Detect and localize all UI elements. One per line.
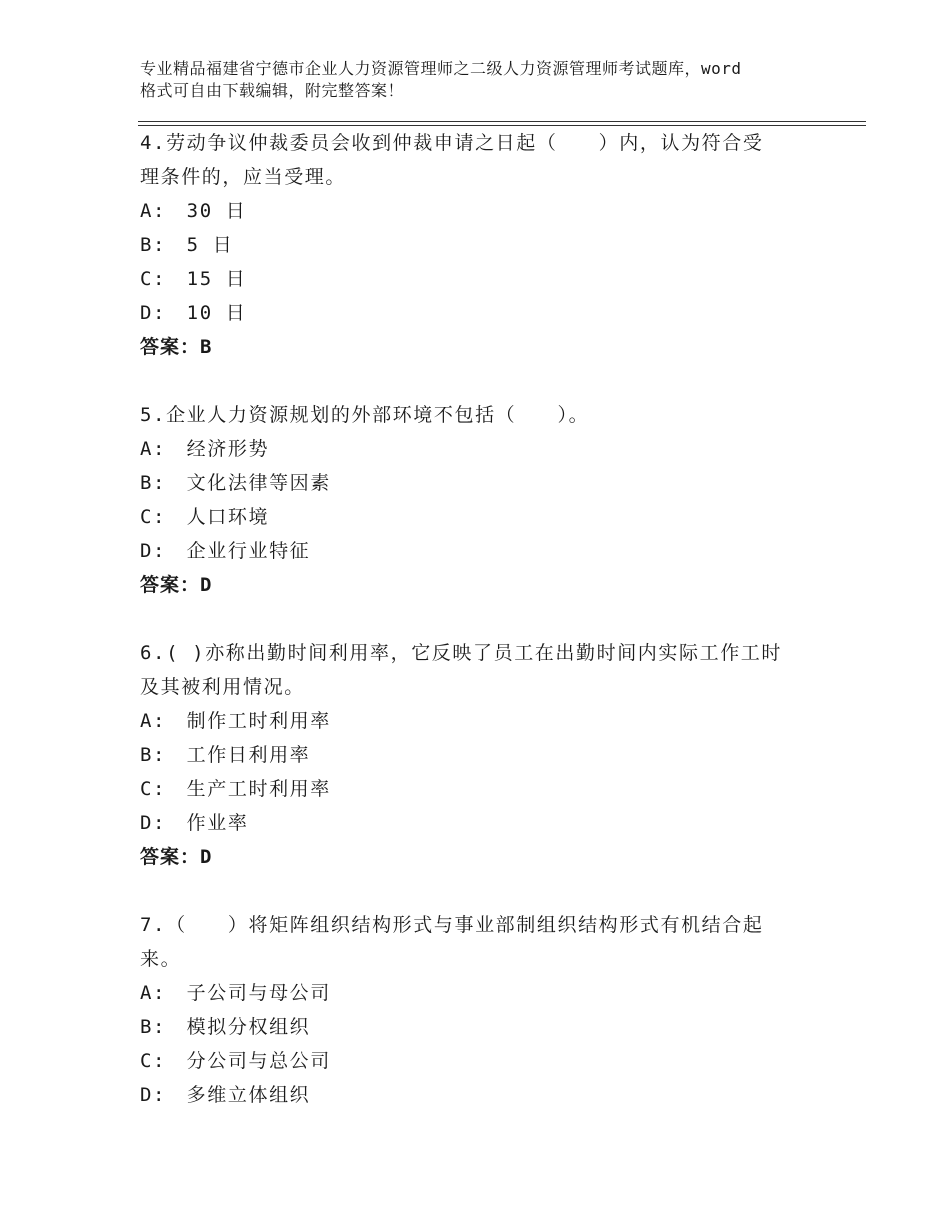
spacer: [140, 364, 820, 398]
option-d: D: 企业行业特征: [140, 540, 311, 562]
question-list: [140, 126, 820, 1112]
answer-label: 答案：B: [140, 336, 213, 358]
option-c: C: 15 日: [140, 268, 247, 290]
option-d: D: 多维立体组织: [140, 1084, 311, 1106]
question-stem-line: 7.（ ）将矩阵组织结构形式与事业部制组织结构形式有机结合起: [140, 914, 764, 936]
document-header: [140, 58, 840, 102]
question-stem-line: 4.劳动争议仲裁委员会收到仲裁申请之日起（ ）内，认为符合受: [140, 132, 764, 154]
option-a: A: 制作工时利用率: [140, 710, 331, 732]
spacer: [140, 602, 820, 636]
question-7: [140, 908, 820, 1112]
question-stem-line: 6.( )亦称出勤时间利用率，它反映了员工在出勤时间内实际工作工时: [140, 642, 782, 664]
question-stem-line: 及其被利用情况。: [140, 676, 305, 698]
option-b: B: 模拟分权组织: [140, 1016, 311, 1038]
header-rule-top: [138, 121, 866, 122]
option-a: A: 30 日: [140, 200, 247, 222]
option-a: A: 经济形势: [140, 438, 270, 460]
option-a: A: 子公司与母公司: [140, 982, 331, 1004]
option-c: C: 人口环境: [140, 506, 270, 528]
option-c: C: 生产工时利用率: [140, 778, 331, 800]
option-b: B: 5 日: [140, 234, 234, 256]
answer-label: 答案：D: [140, 574, 213, 596]
question-stem-line: 理条件的，应当受理。: [140, 166, 347, 188]
option-d: D: 作业率: [140, 812, 249, 834]
header-line-2: 格式可自由下载编辑，附完整答案！: [140, 81, 405, 100]
option-c: C: 分公司与总公司: [140, 1050, 331, 1072]
answer-label: 答案：D: [140, 846, 213, 868]
option-d: D: 10 日: [140, 302, 247, 324]
spacer: [140, 874, 820, 908]
question-stem-line: 来。: [140, 948, 182, 970]
question-6: [140, 636, 820, 874]
question-stem-line: 5.企业人力资源规划的外部环境不包括（ ）。: [140, 404, 590, 426]
header-line-1: 专业精品福建省宁德市企业人力资源管理师之二级人力资源管理师考试题库，word: [140, 59, 742, 78]
option-b: B: 工作日利用率: [140, 744, 311, 766]
question-4: [140, 126, 820, 364]
option-b: B: 文化法律等因素: [140, 472, 331, 494]
question-5: [140, 398, 820, 602]
